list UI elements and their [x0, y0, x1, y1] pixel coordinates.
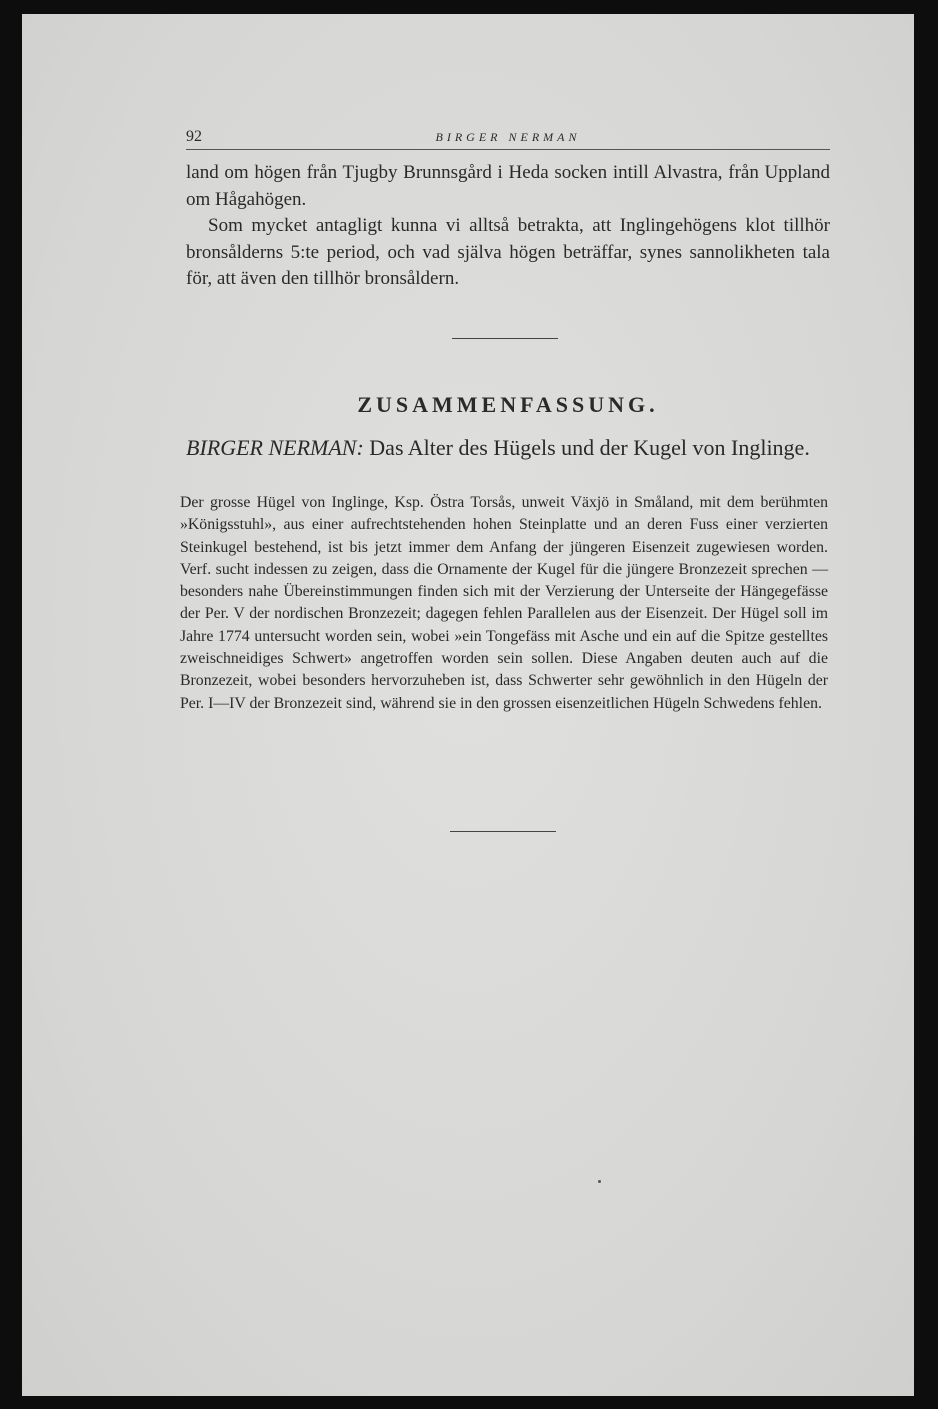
- summary-article-title: [186, 434, 830, 462]
- page-header: [186, 127, 830, 150]
- summary-heading: ZUSAMMENFASSUNG.: [357, 392, 659, 417]
- page-number: 92: [186, 128, 202, 145]
- summary-paragraph: Der grosse Hügel von Inglinge, Ksp. Östra Torsås, unweit Växjö in Småland, mit dem berühmten »Königsstuhl», aus einer aufrechtstehenden hohen Steinplatte und an deren Fuss einer verzierten Steinkugel bestehend, ist bis jetzt immer dem Anfang der jüngeren Eisenzeit zugewiesen worden. Verf. sucht indessen zu zeigen, dass die Ornamente der Kugel für die jüngere Bronzezeit sprechen — besonders nahe Übereinstimmungen finden sich mit der Verzierung der Unterseite der Hängegefässe der Per. V der nordischen Bronzezeit; dagegen fehlen Parallelen aus der Eisenzeit. Der Hügel soll im Jahre 1774 untersucht worden sein, wobei »ein Tongefäss mit Asche und ein auf die Spitze gestelltes zweischneidiges Schwert» angetroffen worden sein sollen. Diese Angaben deuten auch auf die Bronzezeit, wobei besonders hervorzuheben ist, dass Schwerter sehr gewöhnlich in den Hügeln der Per. I—IV der Bronzezeit sind, während sie in den grossen eisenzeitlichen Hügeln Schwedens fehlen.: [180, 494, 828, 712]
- section-divider-bottom: [450, 831, 556, 832]
- main-text-block: [186, 160, 830, 293]
- article-author: BIRGER NERMAN:: [186, 435, 364, 460]
- paper-speck: [598, 1180, 601, 1183]
- section-divider-top: [452, 338, 558, 339]
- paragraph-continued: land om högen från Tjugby Brunnsgård i Heda socken intill Alvastra, från Uppland om Hågahögen.: [186, 162, 830, 210]
- paragraph-conclusion: Som mycket antagligt kunna vi alltså betrakta, att Inglingehögens klot tillhör bronsålderns 5:te period, och vad själva högen beträffar, synes sannolikheten tala för, att även den tillhör bronsåldern.: [186, 215, 830, 289]
- running-head: BIRGER NERMAN: [435, 130, 581, 144]
- article-title-text: Das Alter des Hügels und der Kugel von Inglinge.: [369, 435, 810, 460]
